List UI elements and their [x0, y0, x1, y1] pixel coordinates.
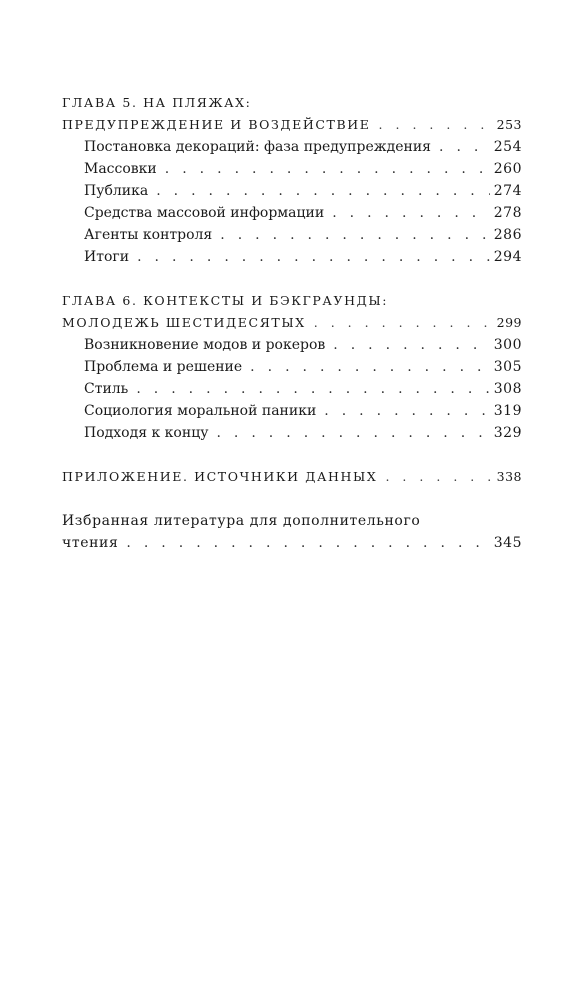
leader-dots [208, 422, 489, 444]
chapter-5-title-line1 [62, 92, 522, 114]
chapter-6-page: 299 [496, 315, 522, 330]
toc-entry-label: Возникновение модов и рокеров [84, 337, 326, 353]
toc-entry[interactable] [62, 334, 522, 356]
toc-entry[interactable] [62, 158, 522, 180]
chapter-6-title-line2[interactable] [62, 312, 522, 334]
toc-entry[interactable] [62, 180, 522, 202]
toc-entry[interactable] [62, 422, 522, 444]
chapter-6-title-line1 [62, 290, 522, 312]
toc-entry-page: 286 [493, 227, 522, 243]
chapter-6-subtitle: МОЛОДЕЖЬ ШЕСТИДЕСЯТЫХ [62, 315, 306, 330]
toc-entry-page: 319 [493, 403, 522, 419]
leader-dots [377, 466, 492, 488]
toc-entry[interactable] [62, 202, 522, 224]
section-gap [62, 444, 522, 466]
toc-entry-label: Социология моральной паники [84, 403, 317, 419]
reading-title-cont: чтения [62, 535, 119, 551]
leader-dots [129, 246, 490, 268]
toc-entry-page: 260 [493, 161, 522, 177]
chapter-5-page: 253 [496, 117, 522, 132]
toc-entry-page: 329 [493, 425, 522, 441]
leader-dots [316, 400, 489, 422]
toc-entry-page: 308 [493, 381, 522, 397]
leader-dots [128, 378, 489, 400]
toc-entry-label: Итоги [84, 249, 130, 265]
leader-dots [371, 114, 493, 136]
reading-title: Избранная литература для дополнительного [62, 513, 421, 529]
appendix-entry[interactable] [62, 466, 522, 488]
toc-entry-page: 300 [493, 337, 522, 353]
leader-dots [212, 224, 490, 246]
toc-entry-label: Стиль [84, 381, 129, 397]
table-of-contents [62, 92, 522, 554]
toc-entry[interactable] [62, 246, 522, 268]
leader-dots [148, 180, 490, 202]
leader-dots [306, 312, 493, 334]
toc-entry[interactable] [62, 136, 522, 158]
toc-entry-label: Публика [84, 183, 149, 199]
chapter-5-title-line2[interactable] [62, 114, 522, 136]
reading-page: 345 [493, 535, 522, 551]
toc-entry-label: Проблема и решение [84, 359, 243, 375]
leader-dots [242, 356, 490, 378]
toc-entry-page: 254 [493, 139, 522, 155]
appendix-title: ПРИЛОЖЕНИЕ. ИСТОЧНИКИ ДАННЫХ [62, 469, 378, 484]
toc-entry-page: 274 [493, 183, 522, 199]
toc-entry-page: 294 [493, 249, 522, 265]
toc-entry-label: Подходя к концу [84, 425, 209, 441]
leader-dots [157, 158, 490, 180]
leader-dots [324, 202, 490, 224]
toc-entry-label: Массовки [84, 161, 157, 177]
leader-dots [118, 532, 489, 554]
toc-entry[interactable] [62, 400, 522, 422]
chapter-6-heading: ГЛАВА 6. КОНТЕКСТЫ И БЭКГРАУНДЫ: [62, 293, 389, 308]
leader-dots [325, 334, 489, 356]
appendix-page: 338 [496, 469, 522, 484]
toc-entry-page: 305 [493, 359, 522, 375]
section-gap [62, 268, 522, 290]
chapter-5-subtitle: ПРЕДУПРЕЖДЕНИЕ И ВОЗДЕЙСТВИЕ [62, 117, 371, 132]
reading-entry-line1 [62, 510, 522, 532]
toc-entry-page: 278 [493, 205, 522, 221]
toc-entry[interactable] [62, 378, 522, 400]
toc-entry-label: Средства массовой информации [84, 205, 325, 221]
leader-dots [431, 136, 490, 158]
section-gap [62, 488, 522, 510]
chapter-5-heading: ГЛАВА 5. НА ПЛЯЖАХ: [62, 95, 252, 110]
toc-entry[interactable] [62, 356, 522, 378]
toc-entry-label: Агенты контроля [84, 227, 213, 243]
toc-entry-label: Постановка декораций: фаза предупреждения [84, 139, 432, 155]
toc-entry[interactable] [62, 224, 522, 246]
reading-entry-line2[interactable] [62, 532, 522, 554]
